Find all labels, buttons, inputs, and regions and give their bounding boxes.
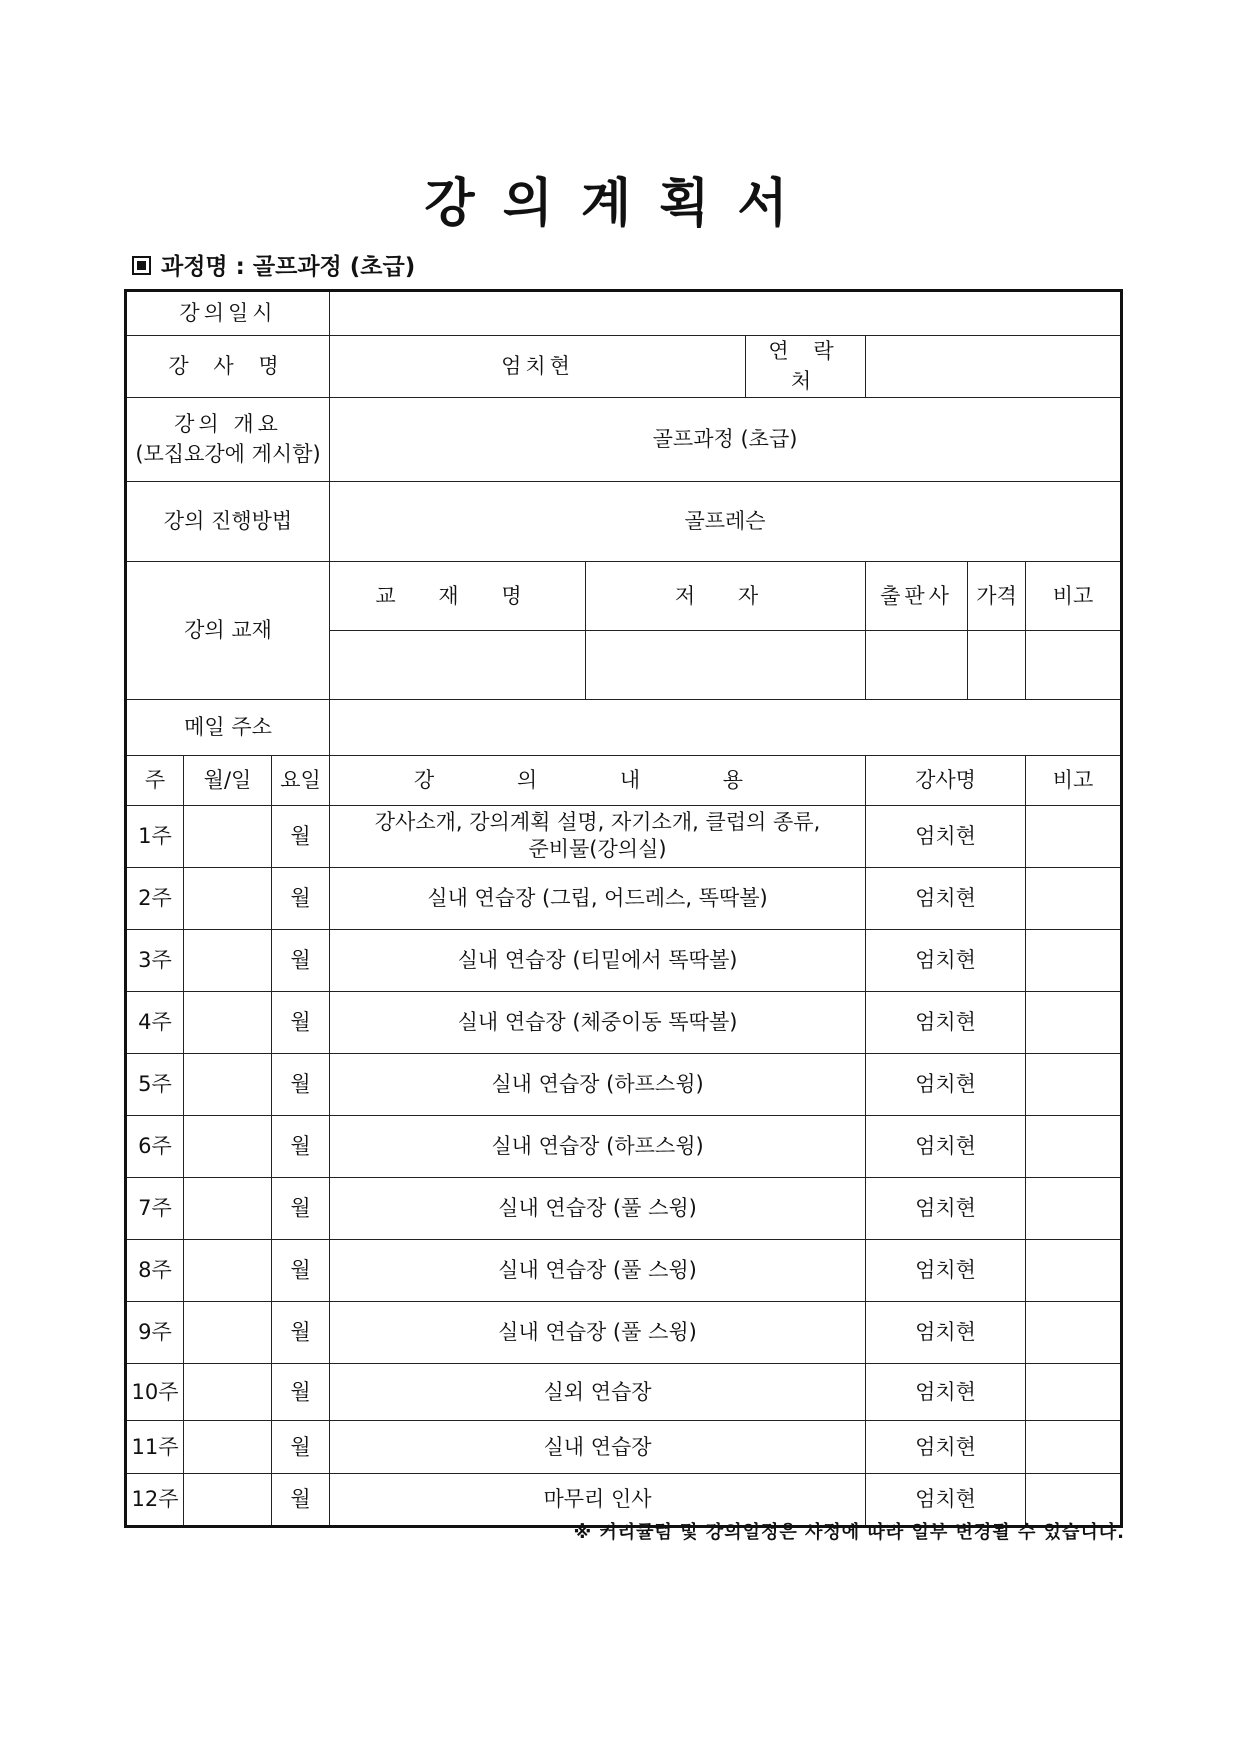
content-cell [330, 805, 866, 867]
date-cell [184, 1301, 272, 1363]
date-cell [184, 1115, 272, 1177]
content-cell: 실내 연습장 (풀 스윙) [330, 1301, 866, 1363]
method-value: 골프레슨 [330, 481, 1122, 561]
date-cell [184, 991, 272, 1053]
table-row [126, 867, 1122, 929]
table-row [126, 1115, 1122, 1177]
table-row [126, 1177, 1122, 1239]
instructor-cell: 엄치현 [866, 1239, 1026, 1301]
date-cell [184, 1363, 272, 1420]
note-cell [1026, 1239, 1122, 1301]
note-cell [1026, 929, 1122, 991]
note-cell [1026, 1363, 1122, 1420]
instructor-cell: 엄치현 [866, 867, 1026, 929]
day-cell: 월 [272, 1363, 330, 1420]
note-cell [1026, 867, 1122, 929]
week-cell: 7주 [126, 1177, 184, 1239]
instructor-row [126, 336, 1122, 398]
overview-value: 골프과정 (초급) [330, 397, 1122, 481]
instructor-cell: 엄치현 [866, 805, 1026, 867]
note-cell [1026, 1420, 1122, 1473]
note-cell [1026, 1053, 1122, 1115]
textbook-note-header: 비고 [1026, 561, 1122, 630]
instructor-cell: 엄치현 [866, 1301, 1026, 1363]
date-cell [184, 1420, 272, 1473]
instructor-label: 강 사 명 [126, 336, 330, 398]
method-label: 강의 진행방법 [126, 481, 330, 561]
note-cell [1026, 805, 1122, 867]
instructor-cell: 엄치현 [866, 1177, 1026, 1239]
content-cell: 실내 연습장 [330, 1420, 866, 1473]
method-row [126, 481, 1122, 561]
day-cell: 월 [272, 1473, 330, 1526]
content-cell: 실내 연습장 (체중이동 똑딱볼) [330, 991, 866, 1053]
date-cell [184, 929, 272, 991]
week-header: 주 [126, 755, 184, 805]
email-value [330, 699, 1122, 755]
instructor-cell: 엄치현 [866, 1053, 1026, 1115]
day-cell: 월 [272, 991, 330, 1053]
content-line-2: 준비물(강의실) [528, 837, 667, 862]
day-header: 요일 [272, 755, 330, 805]
instructor-cell: 엄치현 [866, 991, 1026, 1053]
week-cell: 3주 [126, 929, 184, 991]
lecture-plan-table [124, 289, 1123, 1528]
textbook-publisher-header: 출판사 [866, 561, 968, 630]
textbook-author-value [586, 630, 866, 699]
overview-row [126, 397, 1122, 481]
week-cell: 4주 [126, 991, 184, 1053]
day-cell: 월 [272, 1420, 330, 1473]
date-cell [184, 1053, 272, 1115]
course-label: 과정명 [161, 254, 228, 280]
course-value: 골프과정 (초급) [252, 254, 416, 280]
content-cell: 실내 연습장 (하프스윙) [330, 1115, 866, 1177]
email-row [126, 699, 1122, 755]
course-separator: : [235, 254, 245, 280]
day-cell: 월 [272, 867, 330, 929]
day-cell: 월 [272, 929, 330, 991]
content-line-1: 강사소개, 강의계획 설명, 자기소개, 클럽의 종류, [374, 810, 821, 835]
email-label: 메일 주소 [126, 699, 330, 755]
instructor-cell: 엄치현 [866, 1420, 1026, 1473]
textbook-author-header: 저 자 [586, 561, 866, 630]
day-cell: 월 [272, 1239, 330, 1301]
overview-label-cell [126, 397, 330, 481]
week-cell: 2주 [126, 867, 184, 929]
overview-label: 강의 개요 [174, 411, 282, 436]
day-cell: 월 [272, 805, 330, 867]
instructor-cell: 엄치현 [866, 1363, 1026, 1420]
week-cell: 8주 [126, 1239, 184, 1301]
note-header: 비고 [1026, 755, 1122, 805]
note-cell [1026, 1177, 1122, 1239]
week-cell: 9주 [126, 1301, 184, 1363]
date-cell [184, 1177, 272, 1239]
textbook-price-value [968, 630, 1026, 699]
day-cell: 월 [272, 1115, 330, 1177]
date-cell [184, 1473, 272, 1526]
instructor-value: 엄치현 [330, 336, 746, 398]
textbook-name-header: 교 재 명 [330, 561, 586, 630]
table-row [126, 805, 1122, 867]
note-cell [1026, 1301, 1122, 1363]
contact-label: 연 락 처 [746, 336, 866, 398]
schedule-value [330, 291, 1122, 336]
table-row [126, 1363, 1122, 1420]
page-title: 강의계획서 [424, 174, 816, 234]
week-cell: 12주 [126, 1473, 184, 1526]
date-cell [184, 805, 272, 867]
textbook-name-value [330, 630, 586, 699]
note-cell [1026, 1115, 1122, 1177]
note-cell [1026, 991, 1122, 1053]
content-cell: 실내 연습장 (그립, 어드레스, 똑딱볼) [330, 867, 866, 929]
table-row [126, 1301, 1122, 1363]
date-cell [184, 867, 272, 929]
schedule-header-row [126, 755, 1122, 805]
content-cell: 실내 연습장 (풀 스윙) [330, 1177, 866, 1239]
textbook-publisher-value [866, 630, 968, 699]
day-cell: 월 [272, 1053, 330, 1115]
week-cell: 10주 [126, 1363, 184, 1420]
textbook-price-header: 가격 [968, 561, 1026, 630]
instructor-cell: 엄치현 [866, 1115, 1026, 1177]
schedule-row [126, 291, 1122, 336]
content-cell: 실외 연습장 [330, 1363, 866, 1420]
week-cell: 5주 [126, 1053, 184, 1115]
textbook-note-value [1026, 630, 1122, 699]
table-row [126, 1239, 1122, 1301]
table-row [126, 1420, 1122, 1473]
instructor-header: 강사명 [866, 755, 1026, 805]
textbook-label: 강의 교재 [126, 561, 330, 699]
day-cell: 월 [272, 1177, 330, 1239]
textbook-header-row [126, 561, 1122, 630]
content-cell: 실내 연습장 (티밑에서 똑딱볼) [330, 929, 866, 991]
content-cell: 실내 연습장 (풀 스윙) [330, 1239, 866, 1301]
course-line [132, 248, 415, 281]
table-row [126, 1053, 1122, 1115]
date-header: 월/일 [184, 755, 272, 805]
schedule-label: 강의일시 [126, 291, 330, 336]
content-header: 강 의 내 용 [330, 755, 866, 805]
week-cell: 1주 [126, 805, 184, 867]
footnote: ※ 커리큘럼 및 강의일정은 사정에 따라 일부 변경될 수 있습니다. [573, 1522, 1125, 1543]
table-row [126, 929, 1122, 991]
instructor-cell: 엄치현 [866, 929, 1026, 991]
content-cell: 마무리 인사 [330, 1473, 866, 1526]
table-row [126, 991, 1122, 1053]
day-cell: 월 [272, 1301, 330, 1363]
overview-sub: (모집요강에 게시함) [135, 442, 321, 467]
week-cell: 11주 [126, 1420, 184, 1473]
date-cell [184, 1239, 272, 1301]
filled-square-icon [132, 256, 151, 275]
week-cell: 6주 [126, 1115, 184, 1177]
content-cell: 실내 연습장 (하프스윙) [330, 1053, 866, 1115]
instructor-cell: 엄치현 [866, 1473, 1026, 1526]
contact-value [866, 336, 1122, 398]
